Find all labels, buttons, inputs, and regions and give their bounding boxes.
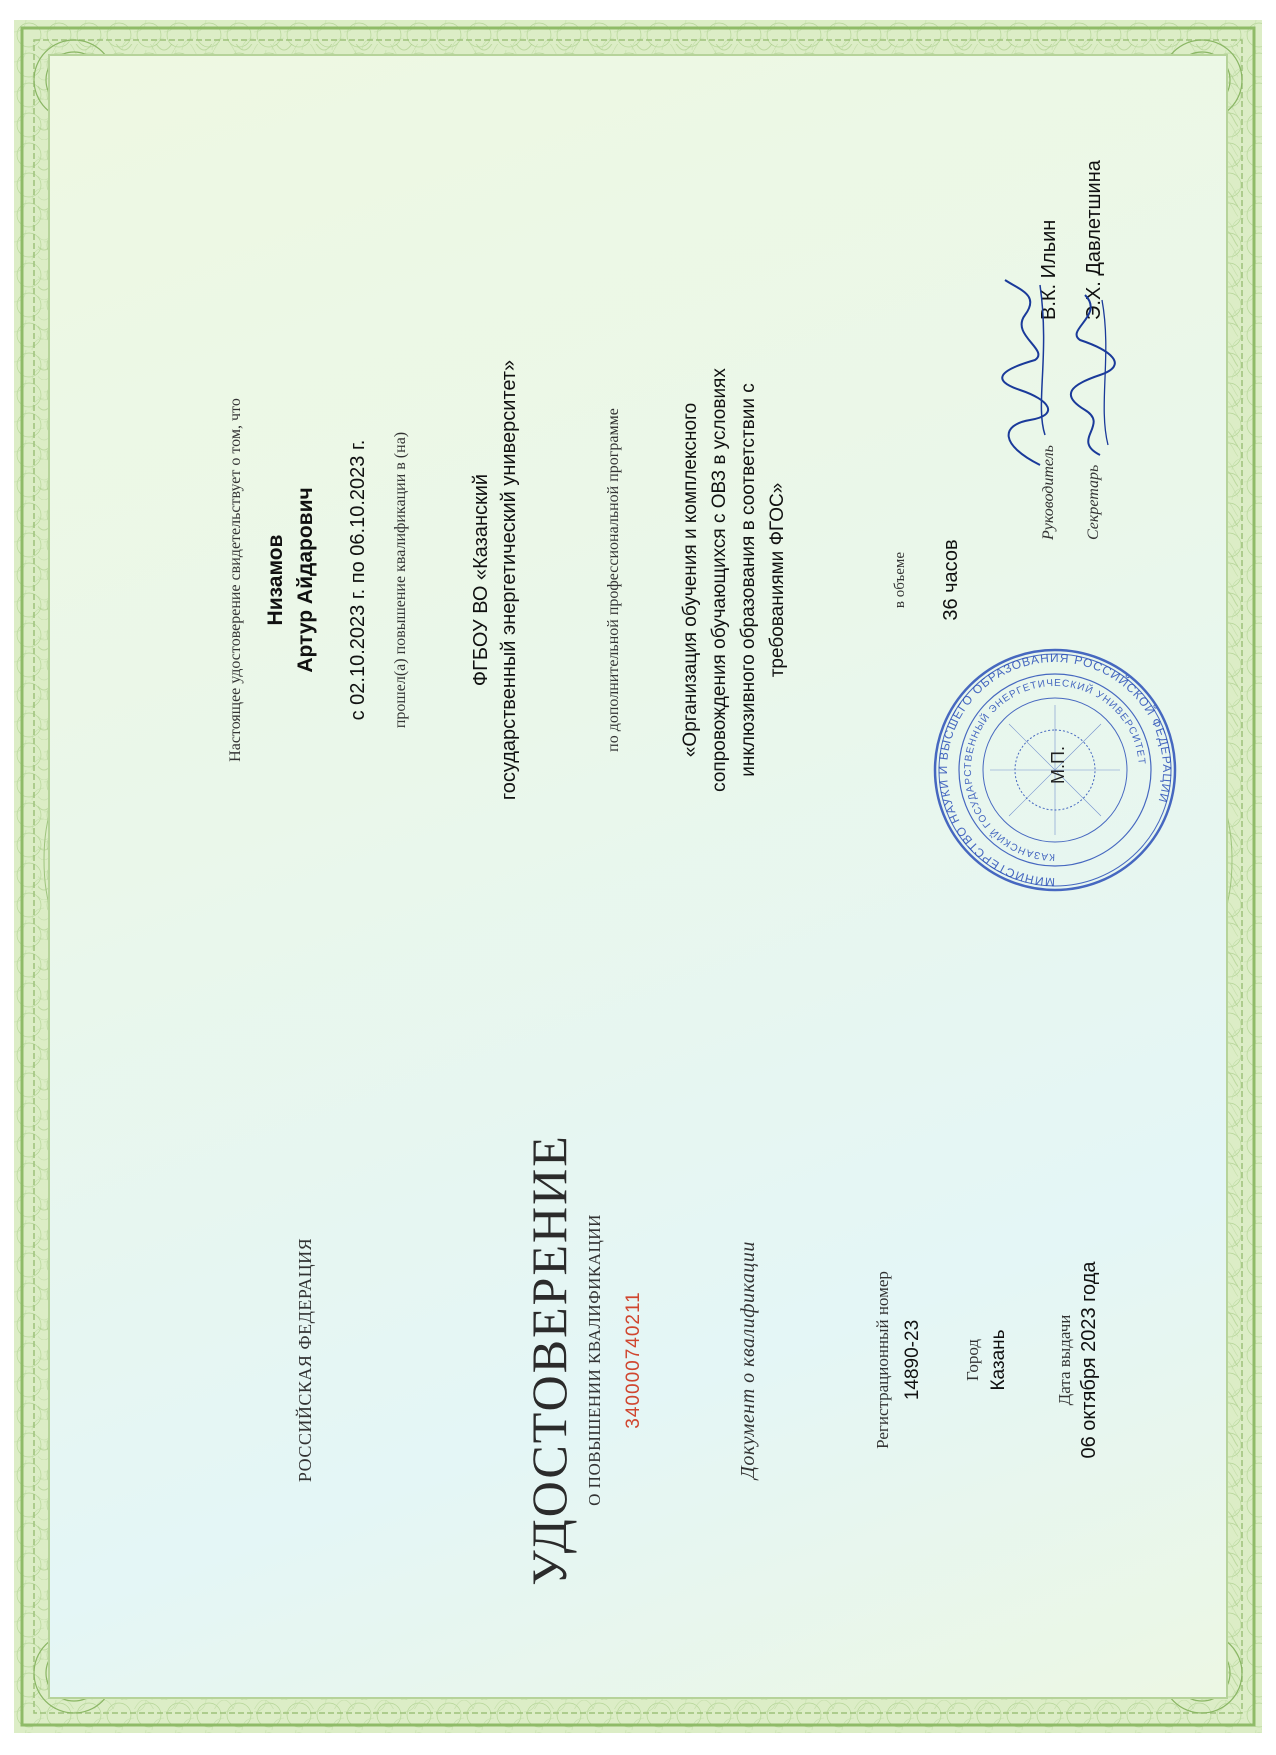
registration-number-label: Регистрационный номер xyxy=(873,1271,892,1449)
serial-number: 340000740211 xyxy=(623,1291,644,1429)
program-line: инклюзивного образования в соответствии с xyxy=(738,383,759,777)
secretary-signature xyxy=(1060,285,1120,465)
head-label: Руководитель xyxy=(1040,445,1057,540)
head-name: В.К. Ильин xyxy=(1038,219,1060,320)
document-type-label: Документ о квалификации xyxy=(737,1241,759,1479)
issue-date: 06 октября 2023 года xyxy=(1078,1261,1100,1459)
program-line: «Организация обучения и комплексного xyxy=(680,402,701,758)
country-label: РОССИЙСКАЯ ФЕДЕРАЦИЯ xyxy=(295,1237,315,1483)
intro-text: Настоящее удостоверение свидетельствует о том, что xyxy=(227,398,244,762)
stamp-inner-text: КАЗАНСКИЙ ГОСУДАРСТВЕННЫЙ ЭНЕРГЕТИЧЕСКИЙ УНИВЕРСИТЕТ xyxy=(962,677,1147,863)
registration-number: 14890-23 xyxy=(902,1319,923,1401)
city-value: Казань xyxy=(988,1329,1009,1391)
city-label: Город xyxy=(963,1339,982,1381)
secretary-label: Секретарь xyxy=(1085,464,1102,540)
certificate-title: УДОСТОВЕРЕНИЕ xyxy=(521,1134,577,1586)
secretary-name: Э.Х. Давлетшина xyxy=(1083,160,1105,320)
organization-line-1: ФГБОУ ВО «Казанский xyxy=(470,473,492,687)
passed-text: прошел(а) повышение квалификации в (на) xyxy=(392,431,409,729)
stamp-outer-text: МИНИСТЕРСТВО НАУКИ И ВЫСШЕГО ОБРАЗОВАНИЯ РОССИЙСКОЙ ФЕДЕРАЦИИ xyxy=(935,650,1175,890)
volume-label: в объеме xyxy=(892,551,908,609)
holder-given-names: Артур Айдарович xyxy=(294,487,317,673)
program-line: сопровождения обучающихся с ОВЗ в условиях xyxy=(709,368,730,792)
issue-date-label: Дата выдачи xyxy=(1055,1314,1074,1406)
certificate-subtitle: О ПОВЫШЕНИИ КВАЛИФИКАЦИИ xyxy=(585,1214,604,1506)
organization-line-2: государственный энергетический университет» xyxy=(498,359,520,801)
stamp-place-label: М.П. xyxy=(1048,746,1068,784)
holder-surname: Низамов xyxy=(264,534,287,626)
program-intro: по дополнительной профессиональной программе xyxy=(605,408,622,752)
head-signature xyxy=(990,275,1060,475)
program-line: требованиями ФГОС» xyxy=(767,482,788,678)
hours-value: 36 часов xyxy=(940,539,962,621)
training-period: с 02.10.2023 г. по 06.10.2023 г. xyxy=(347,439,369,721)
program-title xyxy=(676,368,792,792)
